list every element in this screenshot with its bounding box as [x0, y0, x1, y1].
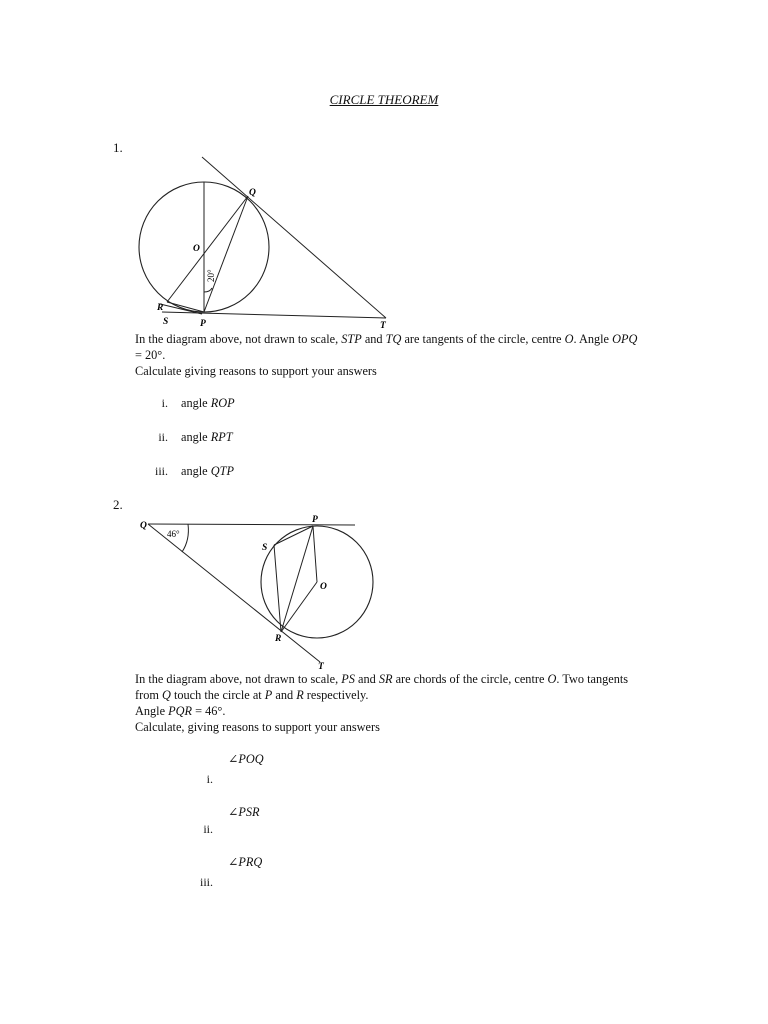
- q2-part-ii-number: ii.: [203, 822, 213, 836]
- q2-label-t: T: [318, 662, 324, 672]
- q2-label-p: P: [312, 515, 318, 525]
- q2-tangent-qp: [148, 524, 355, 525]
- q1-part-ii: angle RPT: [181, 430, 233, 444]
- q1-part-iii-number: iii.: [154, 464, 168, 478]
- q2-part-ii: ∠PSR: [228, 805, 260, 819]
- q1-statement: In the diagram above, not drawn to scale, STP and TQ are tangents of the circle, centre O. Angle OPQ = 20°. Calculate giving reasons to support your answers: [135, 332, 638, 378]
- q2-angle-arc: [182, 524, 188, 552]
- question-2-number: 2.: [113, 497, 123, 512]
- q2-part-i-number: i.: [206, 772, 213, 786]
- q1-label-p: P: [200, 319, 206, 329]
- q1-label-q: Q: [249, 188, 256, 198]
- q1-part-iii: angle QTP: [181, 464, 234, 478]
- q2-part-iii-number: iii.: [199, 875, 213, 889]
- q1-part-i-number: i.: [161, 396, 168, 410]
- q2-part-i: ∠POQ: [228, 752, 264, 766]
- q2-label-o: O: [320, 582, 327, 592]
- q2-angle-label: 46°: [167, 529, 180, 539]
- q1-part-ii-number: ii.: [158, 430, 168, 444]
- q2-radius-op: [313, 526, 317, 582]
- q2-part-iii: ∠PRQ: [228, 855, 263, 869]
- q1-label-r: R: [157, 303, 164, 313]
- q2-label-q: Q: [140, 521, 147, 531]
- q2-statement: In the diagram above, not drawn to scale, PS and SR are chords of the circle, centre O. Two tangents from Q touch the circle at P and R respectively. Angle PQR = 46°. Calculate, giving reasons to support your answers: [135, 672, 629, 734]
- q1-angle-label: 20°: [206, 269, 216, 282]
- question-1-number: 1.: [113, 140, 123, 155]
- q2-radius-or: [281, 582, 317, 632]
- q2-chord-ps: [274, 526, 313, 545]
- q1-label-t: T: [380, 321, 386, 331]
- q2-chord-pr: [281, 526, 313, 632]
- q2-tangent-qrt: [148, 524, 320, 662]
- q2-label-r: R: [275, 634, 282, 644]
- q1-label-o: O: [193, 244, 200, 254]
- q2-label-s: S: [262, 543, 268, 553]
- q1-part-i: angle ROP: [181, 396, 235, 410]
- page-title: CIRCLE THEOREM: [329, 92, 439, 107]
- q1-label-s: S: [163, 317, 169, 327]
